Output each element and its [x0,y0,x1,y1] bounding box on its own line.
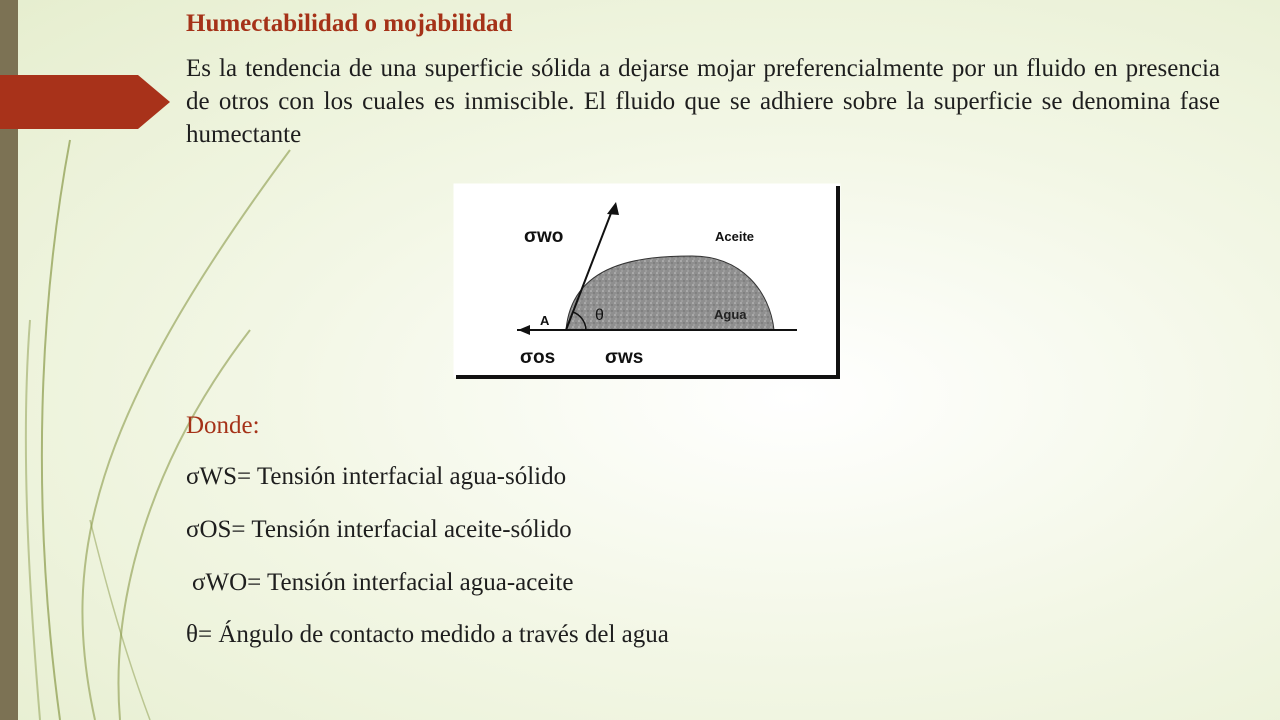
label-theta: θ [595,307,604,324]
label-aceite: Aceite [715,229,755,244]
label-sigma-ws: σws [605,347,644,368]
definition-theta: θ= Ángulo de contacto medido a través del agua [186,621,669,648]
contact-angle-diagram [452,182,844,380]
slide-title: Humectabilidad o mojabilidad [186,10,513,37]
intro-paragraph: Es la tendencia de una superficie sólida a dejarse mojar preferencialmente por un fluido en presencia de otros con los cuales es inmiscible. El fluido que se adhiere sobre la superficie se denomina fase humectante [186,55,1220,148]
definition-sigma-ws: σWS= Tensión interfacial agua-sólido [186,463,567,490]
label-sigma-wo: σwo [524,226,564,247]
label-agua: Agua [714,307,747,322]
definition-sigma-os: σOS= Tensión interfacial aceite-sólido [186,516,572,543]
arrow-banner [0,75,170,129]
definition-sigma-wo: σWO= Tensión interfacial agua-aceite [192,569,574,596]
label-a: A [540,313,550,328]
label-sigma-os: σos [520,347,556,368]
donde-heading: Donde: [186,412,260,439]
